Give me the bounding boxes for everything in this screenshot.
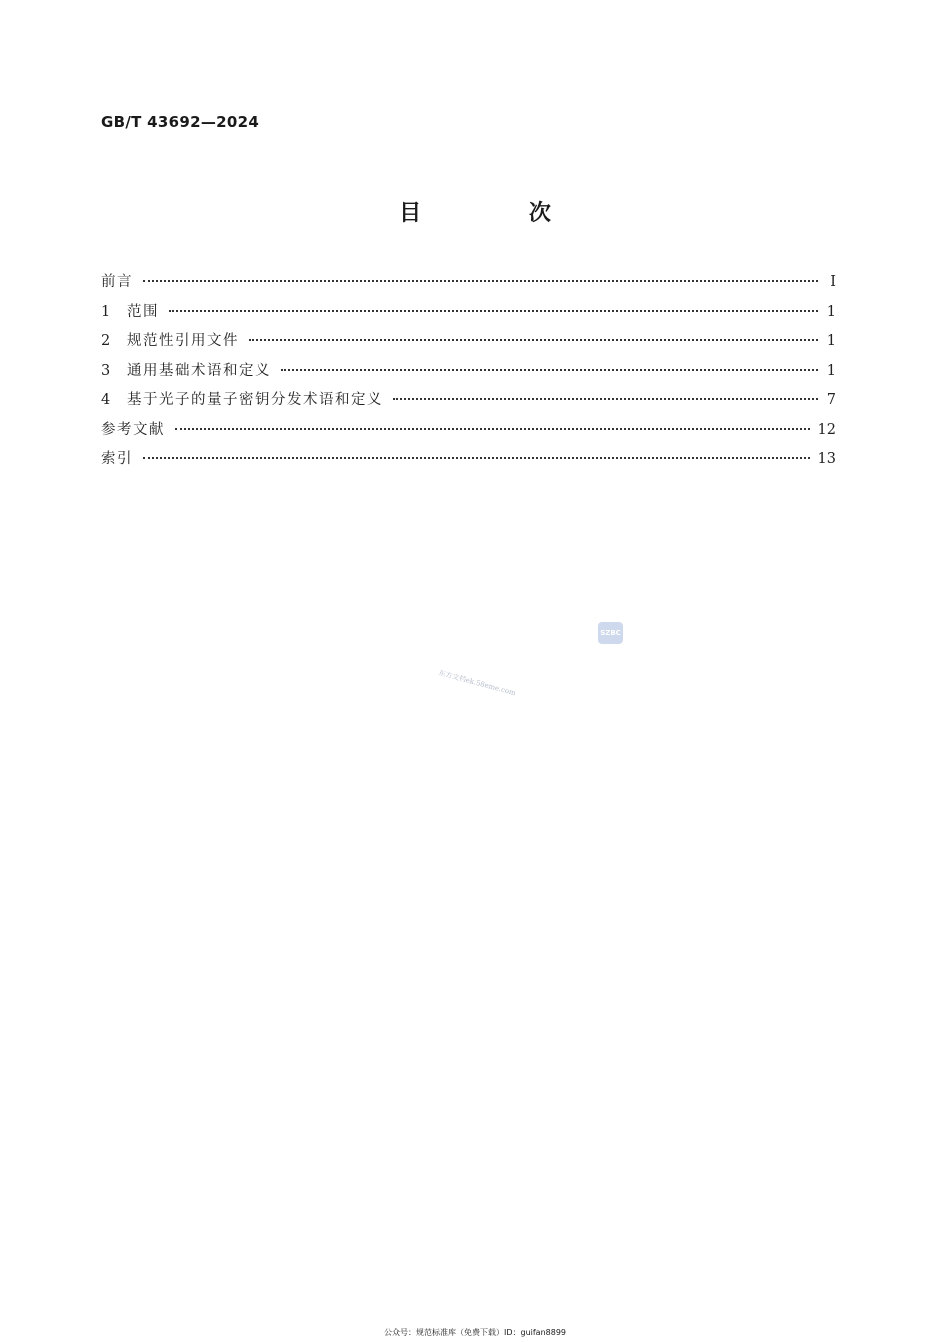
toc-entry-label: 范围 [127,303,159,320]
dot-leader [169,310,818,312]
toc-entry-scope[interactable] [101,300,836,330]
toc-entry-label: 索引 [101,451,133,467]
watermark-logo-icon: SZBC [598,622,623,644]
toc-entry-qkd-terms[interactable] [101,388,836,418]
dot-leader [249,339,818,341]
toc-entry-label: 规范性引用文件 [127,333,239,349]
toc-entry-label: 基于光子的量子密钥分发术语和定义 [127,392,383,408]
toc-title: 目 次 [399,201,601,226]
dot-leader [143,457,810,459]
dot-leader [143,280,818,282]
dot-leader [281,369,818,371]
toc-entry-general-terms[interactable] [101,359,836,389]
toc-entry-page: 1 [826,362,836,379]
toc-entry-page: 1 [826,303,836,320]
toc-entry-page: 13 [817,451,836,467]
toc-entry-page: 12 [817,421,836,438]
toc-entry-number: 1 [101,303,111,320]
toc-entry-label: 参考文献 [101,421,165,438]
toc-entry-number: 2 [101,333,111,349]
watermark-text: 东方文档ek.58eme.com [437,668,517,698]
toc-entry-bibliography[interactable] [101,418,836,448]
toc-entry-normative-references[interactable] [101,329,836,359]
table-of-contents [101,270,836,477]
dot-leader [393,398,818,400]
dot-leader [175,428,810,430]
toc-entry-page: Ⅰ [830,274,836,290]
toc-entry-page: 1 [826,333,836,349]
toc-entry-index[interactable] [101,447,836,477]
standard-number: GB/T 43692—2024 [101,113,260,131]
toc-entry-label: 通用基础术语和定义 [127,362,271,379]
toc-entry-number: 3 [101,362,111,379]
toc-entry-label: 前言 [101,274,133,290]
toc-entry-page: 7 [826,392,836,408]
toc-entry-number: 4 [101,392,111,408]
toc-entry-foreword[interactable] [101,270,836,300]
page-footer: 公众号：规范标准库（免费下载）ID：guifan8899 [383,1328,567,1337]
